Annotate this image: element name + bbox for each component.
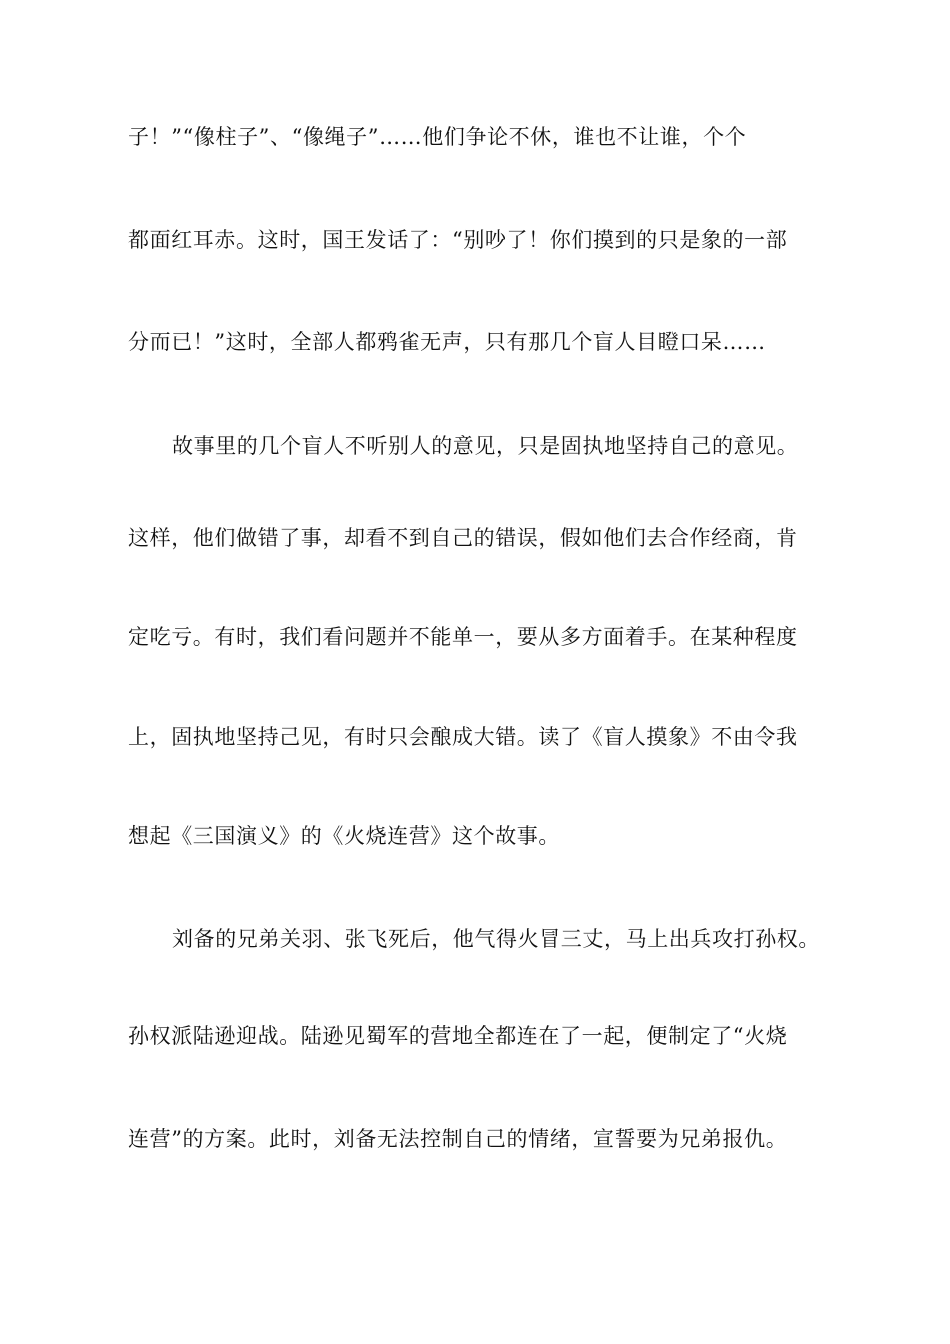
text-line: 分而已！”这时，全部人都鸦雀无声，只有那几个盲人目瞪口呆…… xyxy=(128,330,766,354)
text-line: 连营”的方案。此时，刘备无法控制自己的情绪，宣誓要为兄弟报仇。 xyxy=(128,1127,788,1151)
text-line: 上，固执地坚持己见，有时只会酿成大错。读了《盲人摸象》不由令我 xyxy=(128,725,798,749)
text-line: 子！”“像柱子”、“像绳子”……他们争论不休，谁也不让谁，个个 xyxy=(128,125,747,149)
text-line: 这样，他们做错了事，却看不到自己的错误，假如他们去合作经商，肯 xyxy=(128,526,798,550)
text-line: 都面红耳赤。这时，国王发话了：“别吵了！你们摸到的只是象的一部 xyxy=(128,228,788,252)
text-line: 定吃亏。有时，我们看问题并不能单一，要从多方面着手。在某种程度 xyxy=(128,625,798,649)
paragraph-start-line: 刘备的兄弟关羽、张飞死后，他气得火冒三丈，马上出兵攻打孙权。 xyxy=(172,927,820,951)
text-line: 孙权派陆逊迎战。陆逊见蜀军的营地全都连在了一起，便制定了“火烧 xyxy=(128,1024,788,1048)
text-line: 想起《三国演义》的《火烧连营》这个故事。 xyxy=(128,824,560,848)
paragraph-start-line: 故事里的几个盲人不听别人的意见，只是固执地坚持自己的意见。 xyxy=(172,434,799,458)
